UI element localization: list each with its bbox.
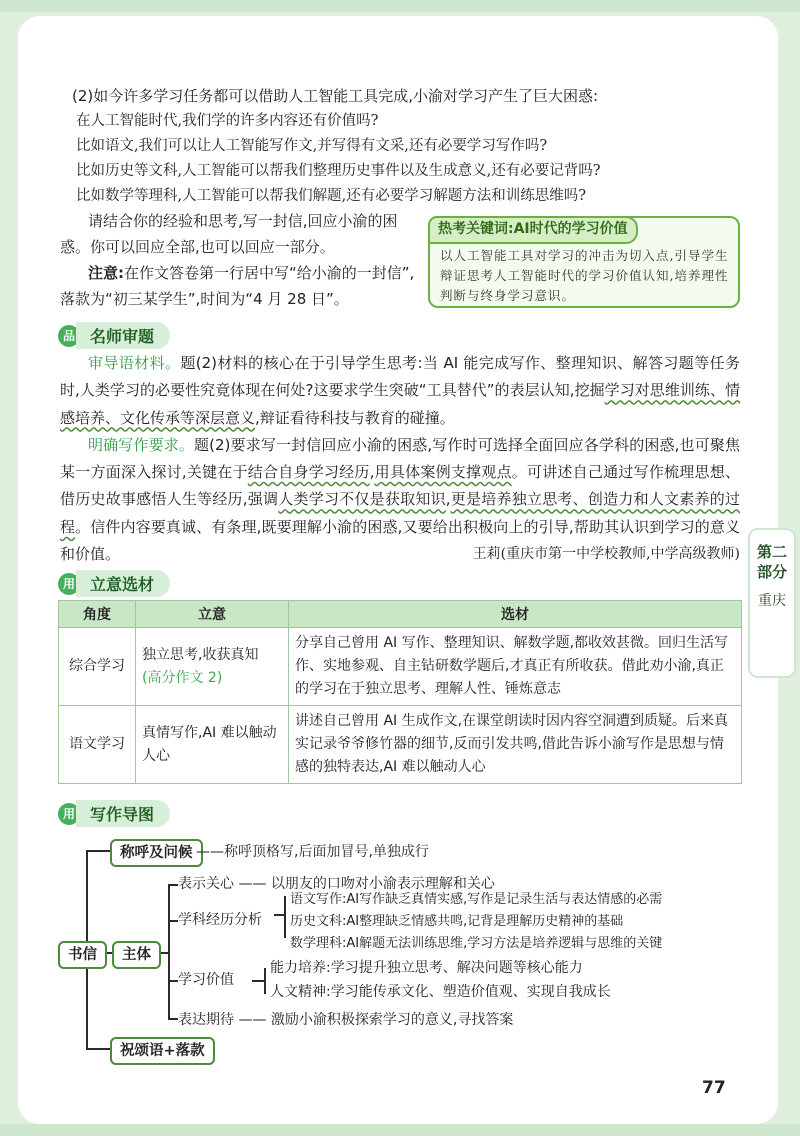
- teacher-para-2-sep: ,: [445, 490, 451, 509]
- hope-text: 表达期待 —— 激励小渝积极探索学习的意义,寻找答案: [178, 1012, 514, 1028]
- teacher-para-2-underline: 更是培养独立思考、创造力和人文素养的过程: [60, 490, 740, 536]
- value-item: 能力培养:学习提升独立思考、解决问题等核心能力: [270, 960, 583, 976]
- teacher-para-2-text: 。可讲述自己通过写作梳理思想、借历史故事感悟人生等经历,强调: [60, 463, 740, 509]
- question-line: 比如语文,我们可以让人工智能写作文,并写得有文采,还有必要学习写作吗?: [76, 138, 548, 154]
- teacher-para-2-sep: ,: [369, 463, 375, 482]
- section-guide: [58, 800, 170, 827]
- table-cell-material: 讲述自己曾用 AI 生成作文,在课堂朗读时因内容空洞遭到质疑。后来真实记录爷爷修竹器的细节,反而引发共鸣,借此告诉小渝写作是思想与情感的独特表达,AI 难以触动人心: [289, 706, 742, 784]
- question-line: 在人工智能时代,我们学的许多内容还有价值吗?: [76, 113, 379, 129]
- idea-table: [58, 600, 742, 784]
- top-border: [0, 0, 800, 12]
- question-line: 比如数学等理科,人工智能可以帮我们解题,还有必要学习解题方法和训练思维吗?: [76, 188, 586, 204]
- instruction-p1: 请结合你的经验和思考,写一封信,回应小渝的困惑。你可以回应全部,也可以回应一部分。: [60, 212, 398, 256]
- idea-section-title: 立意选材: [76, 570, 170, 597]
- teacher-section-icon: 品: [58, 325, 80, 347]
- note-text: 在作文答卷第一行居中写“给小渝的一封信”,落款为“初三某学生”,时间为“4 月 28 日”。: [60, 264, 415, 308]
- teacher-para-2-text: 题(2)要求写一封信回应小渝的困惑,写作时可选择全面回应各学科的困惑,也可聚焦某一方面深入探讨,关键在于: [60, 435, 740, 482]
- connector-line: [168, 920, 178, 922]
- side-tab-region: 重庆: [758, 593, 786, 609]
- teacher-section-title: 名师审题: [76, 322, 170, 349]
- teacher-para-1-head: 审导语材料。: [88, 354, 181, 372]
- instruction-p2: [60, 260, 422, 312]
- subject-item: 历史文科:AI整理缺乏情感共鸣,记背是理解历史精神的基础: [290, 914, 624, 929]
- side-tab-part: 第二部分: [756, 543, 787, 581]
- table-row: [59, 628, 742, 706]
- connector-line: [264, 968, 266, 994]
- teacher-para-1-underline: 学习对思维训练、情感培养、文化传承等深层意义: [60, 381, 740, 427]
- table-cell-idea: [136, 628, 289, 706]
- section-teacher: [58, 322, 170, 349]
- connector-line: [168, 884, 178, 886]
- hot-keyword-title: 热考关键词:AI时代的学习价值: [428, 216, 638, 244]
- question-line: 比如历史等文科,人工智能可以帮我们整理历史事件以及生成意义,还有必要记背吗?: [76, 163, 601, 179]
- teacher-para-2-tail: 。信件内容要真诚、有条理,既要理解小渝的困惑,又要给出积极向上的引导,帮助其认识到学习的意义和价值。: [60, 517, 740, 564]
- subject-item: 语文写作:AI写作缺乏真情实感,写作是记录生活与表达情感的必需: [290, 892, 663, 907]
- question-main: (2)如今许多学习任务都可以借助人工智能工具完成,小渝对学习产生了巨大困惑:: [72, 87, 599, 105]
- idea-note: (高分作文 2): [142, 669, 223, 686]
- connector-line: [168, 1018, 178, 1020]
- connector-line: [168, 980, 178, 982]
- care-text: 表示关心 —— 以朋友的口吻对小渝表示理解和关心: [178, 876, 495, 892]
- teacher-para-1-text: 题(2)材料的核心在于引导学生思考:当 AI 能完成写作、整理知识、解答习题等任务时,人类学习的必要性究竟体现在何处?这要求学生突破“工具替代”的表层认知,挖掘: [60, 354, 740, 400]
- teacher-para-1: [60, 350, 740, 432]
- teacher-signature: 王莉(重庆市第一中学校教师,中学高级教师): [472, 546, 740, 563]
- table-row: [59, 706, 742, 784]
- idea-section-icon: 用: [58, 573, 80, 595]
- side-tab: [748, 528, 796, 678]
- connector-line: [86, 1048, 110, 1050]
- table-header-row: [59, 601, 742, 628]
- table-header: 选材: [289, 601, 742, 628]
- connector-line: [284, 896, 286, 938]
- node-closing: 祝颂语+落款: [110, 1037, 215, 1065]
- table-cell-angle: 语文学习: [59, 706, 136, 784]
- node-root: 书信: [58, 941, 107, 969]
- teacher-para-2-underline: 结合自身学习经历: [247, 463, 370, 482]
- teacher-para-1-tail: ,辩证看待科技与教育的碰撞。: [255, 408, 455, 427]
- mind-map: [58, 834, 748, 1070]
- teacher-para-2-underline: 人类学习不仅是获取知识: [278, 490, 446, 509]
- connector-line: [86, 850, 110, 852]
- table-cell-idea: 真情写作,AI 难以触动人心: [136, 706, 289, 784]
- teacher-analysis: [60, 350, 740, 568]
- value-item: 人文精神:学习能传承文化、塑造价值观、实现自我成长: [270, 984, 611, 1000]
- table-header: 角度: [59, 601, 136, 628]
- note-label: 注意:: [88, 264, 124, 282]
- guide-section-title: 写作导图: [76, 800, 170, 827]
- table-cell-angle: 综合学习: [59, 628, 136, 706]
- value-label: 学习价值: [178, 972, 234, 988]
- guide-section-icon: 用: [58, 803, 80, 825]
- question-block: [72, 84, 722, 209]
- subject-label: 学科经历分析: [178, 912, 262, 928]
- subject-item: 数学理科:AI解题无法训练思维,学习方法是培养逻辑与思维的关键: [290, 936, 663, 951]
- connector-line: [252, 980, 264, 982]
- table-header: 立意: [136, 601, 289, 628]
- idea-text: 独立思考,收获真知: [142, 646, 259, 663]
- teacher-para-2: [60, 432, 740, 568]
- instruction-block: [60, 208, 422, 312]
- node-greeting: 称呼及问候: [110, 839, 203, 867]
- hot-keyword-box: [428, 216, 740, 308]
- page-number: 77: [702, 1078, 726, 1098]
- table-cell-material: 分享自己曾用 AI 写作、整理知识、解数学题,都收效甚微。回归生活写作、实地参观、自主钻研数学题后,才真正有所收获。借此劝小渝,真正的学习在于独立思考、理解人性、锤炼意志: [289, 628, 742, 706]
- teacher-para-2-underline: 用具体案例支撑观点: [374, 463, 512, 482]
- hot-keyword-text: 以人工智能工具对学习的冲击为切入点,引导学生辩证思考人工智能时代的学习价值认知,培养理性判断与终身学习意识。: [440, 248, 729, 303]
- teacher-para-2-head: 明确写作要求。: [88, 435, 195, 454]
- bottom-border: [0, 1124, 800, 1136]
- connector-line: [274, 914, 284, 916]
- section-idea: [58, 570, 170, 597]
- connector-line: [168, 884, 170, 1018]
- node-body: 主体: [112, 941, 161, 969]
- greeting-desc: ——称呼顶格写,后面加冒号,单独成行: [196, 844, 429, 860]
